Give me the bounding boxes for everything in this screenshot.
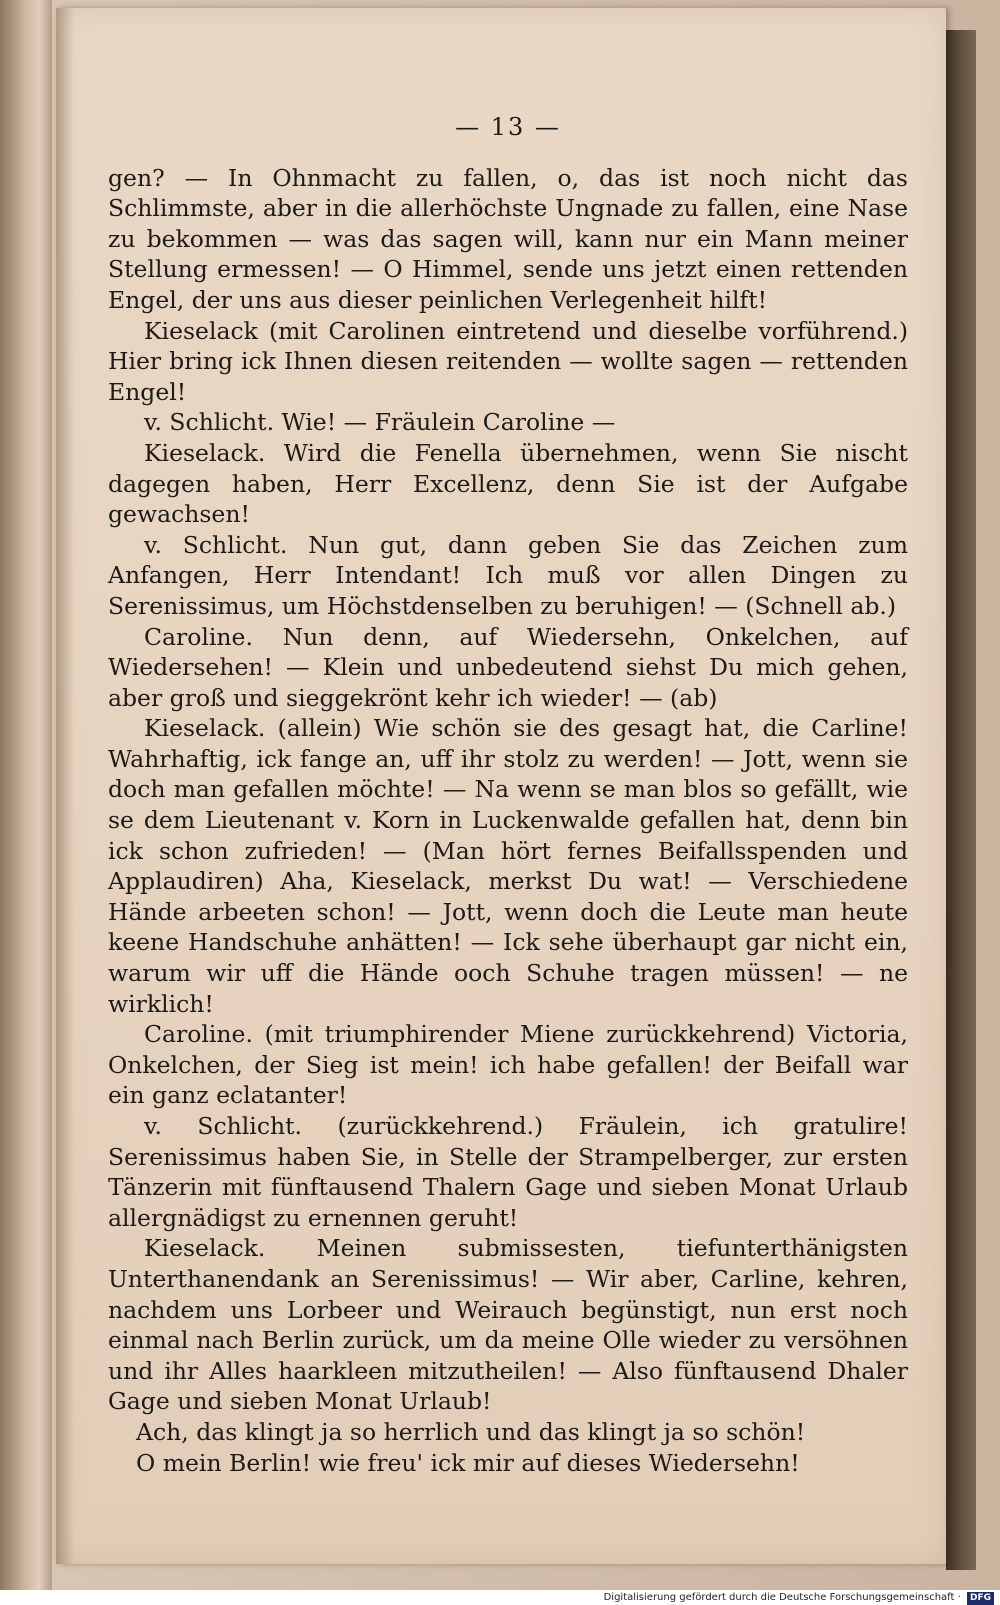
dfg-logo: DFG	[967, 1592, 994, 1605]
paragraph: Caroline. (mit triumphirender Miene zurückkehrend) Victoria, Onkelchen, der Sieg ist mein! ich habe gefallen! der Beifall war ein ganz eclatanter!	[108, 1020, 908, 1110]
book-cover-edge	[946, 30, 976, 1570]
paragraph: Kieselack. Meinen submissesten, tiefunterthänigsten Unterthanendank an Serenissimus! — Wir aber, Carline, kehren, nachdem uns Lorbeer und Weirauch begünstigt, nun erst noch einmal nach Berlin zurück, um da meine Olle wieder zu versöhnen und ihr Alles haarkleen mitzutheilen! — Also fünftausend Dhaler Gage und sieben Monat Urlaub!	[108, 1234, 908, 1416]
page-text	[108, 112, 908, 1478]
paragraph: v. Schlicht. (zurückkehrend.) Fräulein, ich gratulire! Serenissimus haben Sie, in Stelle der Strampelberger, zur ersten Tänzerin mit fünftausend Thalern Gage und sieben Monat Urlaub allergnädigst zu ernennen geruht!	[108, 1112, 908, 1232]
verse-line: O mein Berlin! wie freu' ick mir auf dieses Wiedersehn!	[136, 1448, 800, 1477]
paragraph: v. Schlicht. Wie! — Fräulein Caroline —	[144, 408, 616, 437]
verse-line: Ach, das klingt ja so herrlich und das klingt ja so schön!	[136, 1417, 806, 1446]
paragraph: Kieselack. Wird die Fenella übernehmen, wenn Sie nischt dagegen haben, Herr Excellenz, denn Sie ist der Aufgabe gewachsen!	[108, 438, 908, 529]
credit-text: Digitalisierung gefördert durch die Deutsche Forschungsgemeinschaft ·	[603, 1592, 961, 1603]
previous-page-edge	[0, 0, 52, 1590]
page-number: — 13 —	[455, 113, 561, 141]
paragraph: gen? — In Ohnmacht zu fallen, o, das ist noch nicht das Schlimmste, aber in die allerhöchste Ungnade zu fallen, eine Nase zu bekommen — was das sagen will, kann nur ein Mann meiner Stellung ermessen! — O Himmel, sende uns jetzt einen rettenden Engel, der uns aus dieser peinlichen Verlegenheit hilft!	[108, 163, 908, 314]
paragraph: Kieselack (mit Carolinen eintretend und dieselbe vorführend.) Hier bring ick Ihnen diesen reitenden — wollte sagen — rettenden Engel!	[108, 316, 908, 406]
paragraph: v. Schlicht. Nun gut, dann geben Sie das Zeichen zum Anfangen, Herr Intendant! Ich muß vor allen Dingen zu Serenissimus, um Höchstdenselben zu beruhigen! — (Schnell ab.)	[108, 530, 908, 620]
spine-shadow	[56, 8, 74, 1564]
paragraph: Kieselack. (allein) Wie schön sie des gesagt hat, die Carline! Wahrhaftig, ick fange an, uff ihr stolz zu werden! — Jott, wenn sie doch man gefallen möchte! — Na wenn se man blos so gefällt, wie se dem Lieutenant v. Korn in Luckenwalde gefallen hat, denn bin ick schon zufrieden! — (Man hört fernes Beifallsspenden und Applaudiren) Aha, Kieselack, merkst Du wat! — Verschiedene Hände arbeeten schon! — Jott, wenn doch die Leute man heute keene Handschuhe anhätten! — Ick sehe überhaupt gar nicht ein, warum wir uff die Hände ooch Schuhe tragen müssen! — ne wirklich!	[108, 714, 908, 1018]
digitization-credit	[0, 1590, 1000, 1605]
paragraph: Caroline. Nun denn, auf Wiedersehn, Onkelchen, auf Wiedersehen! — Klein und unbedeutend siehst Du mich gehen, aber groß und sieggekrönt kehr ich wieder! — (ab)	[108, 622, 908, 712]
